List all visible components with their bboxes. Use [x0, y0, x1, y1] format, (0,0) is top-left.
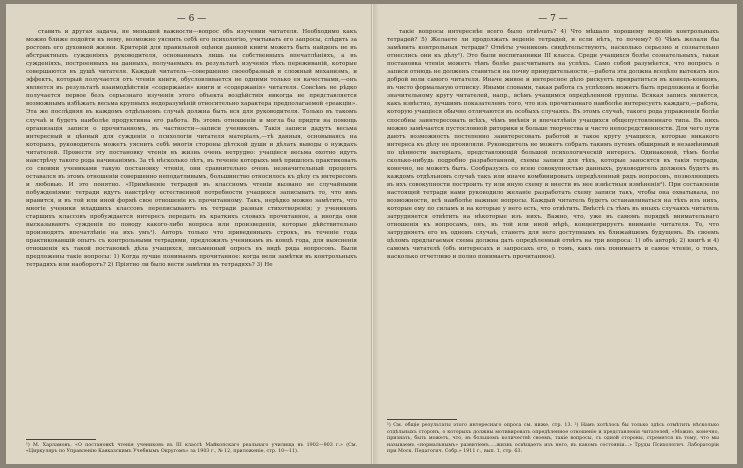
right-page-body: такіе вопросы интереснѣе всего было отвѣчать? 4) Что мѣшало хорошему веденію контрольныхъ тетрадей? 5) Желаете ли продолжать веденіе тетрадей, и если нѣтъ, то почему? 6) Чѣмъ желали бы замѣнить контрольныя тетради? Отвѣты учениковъ свидѣтельствуютъ, насколько серьезно и сознательно отнеслись они къ дѣлу¹). Это были воспитанники III класса. Среди учащихся болѣе сознательныхъ, такая постановка чтенія можетъ тѣмъ болѣе разсчитывать на успѣхъ. Само собой разумѣется, что вопросъ о записи отнюдь не долженъ ставиться на почву принудительности,—работа эта должна всецѣло вытекать изъ доброй воли самого читателя. Иначе живое и интересное дѣло рискуетъ превратиться въ конецъ-концовъ, въ чисто формальную отписку. Иными словами, такая работа съ успѣхомъ можетъ быть предложена и болѣе значительному кругу читателей, напр., всѣмъ учащимся опредѣленной группы. Всякая запись является, какъ извѣстно, лучшимъ показателемъ того, что изъ прочитаннаго наиболѣе интересуетъ каждаго,—работа, которую учащіеся обычно отличаются въ особыхъ случаяхъ. Въ этомъ случаѣ, такого рода упражненія болѣе способны заинтересовать всѣхъ, чѣмъ мнѣнія и впечатлѣнія учащихся общепустовленнаго типа. Въ нихъ можно замѣчается пустословной риторики и больше творчества и чисто непосредственности. Для чего пути даютъ возможность постепенно заинтересовать работой и такое кругу учащихся, которые никакого интереса къ дѣлу не проявляли. Руководитель не можетъ собрать такимъ путемъ обширный и незамѣнимый по цѣнности матеріалъ, представляющій большой психологическій интересъ. Одинаковой, тѣмъ болѣе сколько-нибудь подробно разработанной, схемы записи для тѣхъ, которые заносятся въ такія тетради, конечно, не можетъ быть. Сообразуясь со всею совокупностью данныхъ, руководитель долженъ будетъ въ каждомъ отдѣльномъ случаѣ такъ или иначе комбинировать опредѣленный рядъ вопросовъ, позволяющихъ въ ихъ совокупности построить ту или иную схему и внести въ нее извѣстныя измѣненія²). При составленіи настоящей тетради нами руководило желаніе разработать схему записи такъ, чтобы она охватывала, по возможности, всѣ наиболѣе важные вопросы. Каждый читатель будетъ останавливаться на тѣхъ изъ нихъ, которые ему по силамъ и на которые у него есть, что отвѣтить. Вмѣстѣ съ тѣмъ въ иныхъ случаяхъ читатель затрудняется отвѣтить на нѣкоторые изъ нихъ. Важно, что, уже въ самомъ порядкѣ внимательнаго отношенія къ вопросамъ, онъ, въ той или иной мѣрѣ, концентрируетъ вниманіе читателя. То, что затрудняетъ его въ одномъ случаѣ, станетъ для него доступнымъ въ ближайшемъ будущемъ. Въ своемъ цѣломъ предлагаемая схема должна дать опредѣленный отвѣтъ на три вопроса: 1) объ авторѣ; 2) книгѣ и 4) самомъ читателѣ (объ интересахъ и запросахъ его, о томъ, какъ онъ понимаетъ и самое чтеніе, о томъ, насколько отчетливо и полно понимаетъ прочитанное).	[387, 29, 719, 261]
right-page	[372, 4, 737, 464]
left-page-body: ставить и другая задача, не меньшей важности—вопрос объ изучении читателя. Необходимо какъ можно ближе подойти къ нему, возможно уяснить себѣ его психологію, учитывать его запросы, слѣдить за ростомъ его духовной жизни. Критерій для правильной оцѣнки данной книги можетъ быть найденъ не въ абстрактныхъ сужденіяхъ руководителя, основанныхъ лишь на собственныхъ впечатлѣніяхъ, а въ сужденіяхъ, построенныхъ на данныхъ, получаемыхъ въ результатѣ изученія тѣхъ переживаній, которые совершаются въ душѣ читателя. Каждый читатель—совершенно своеобразный и сложный механизмъ, и эффектъ, который получается отъ чтенія книги, обусловливается не одними только ея качествами,—онъ является въ результатѣ взаимодѣйствія «содержанія» книги и «содержанія» читателя. Совсѣмъ не рѣдко получается первое безъ серьезнаго изученія этого объекта воздѣйствія никогда не представляется возможнымъ избѣжать весьма крупныхъ недоразумѣній относительно характера предполагаемой «реакціи». Эта же послѣдняя въ каждомъ отдѣльномъ случаѣ должна быть вся для руководителя. Только въ такомъ случаѣ и будетъ наиболѣе продуктивна его работа. Въ этомъ отношеніи и могла бы придти на помощь организація записи о прочитанномъ, въ частности—записи учениковъ. Такія записи дадутъ весьма интересный и цѣнный для сужденія о психологіи читателя матеріалъ,—тѣ данныя, основываясь на которыхъ, руководитель можетъ уяснить себѣ многія стороны дѣтской души и дѣлать выводы о нуждахъ читателей. Провести эту постановку чтенія въ жизнь очень нетрудно: учащіеся весьма охотно идутъ навстрѣчу такого рода начинаніямъ. За тѣ нѣсколько лѣтъ, въ теченіе которыхъ мнѣ пришлось практиковать со своими учениками такую постановку чтенія, они сравнительно очень незначительный процентъ оставался въ этомъ отношеніи совершенно неподатливымъ, большинство относилось къ дѣлу съ интересомъ и любовью. И это понятно. «Примѣненіе тетрадей въ классномъ чтеніи вызвано не случайными побужденіями: тетради идутъ навстрѣчу естественной потребности учащихся записывать то, что имъ нравится, и въ той или иной формѣ свое отношеніе къ прочитанному. Такъ, нерѣдко можно замѣтить, что многіе ученики младшихъ классовъ переписываютъ въ тетради разныя стихотворенія; у учениковъ старшихъ классовъ пробуждается интересъ передать въ краткихъ словахъ прочитанное, а иногда они высказываютъ сужденія по поводу какого-либо вопроса или произведенія, которые дѣйствительно производятъ впечатлѣніе на ихъ умъ¹). Авторъ только что приведенныхъ строкъ, въ теченіе года практиковавшій опытъ съ контрольными тетрадями, предложилъ ученикамъ въ концѣ года, для выясненія отношенія къ такой постановкѣ дѣла учащихся, письменный опросъ въ видѣ ряда вопросовъ. Были предложены такіе вопросы: 1) Когда лучше понимаемъ прочитанное: когда вели замѣтки въ контрольныхъ тетрадяхъ или наоборотъ? 2) Пріятно ли было вести замѣтки въ тетрадяхъ? 3) Не	[26, 29, 358, 269]
left-page	[6, 4, 372, 464]
right-footnotes	[387, 415, 719, 456]
book-spread	[6, 4, 737, 464]
footnote-rule	[26, 439, 96, 440]
left-footnotes	[26, 435, 357, 456]
right-page-number: — 7 —	[538, 14, 568, 24]
footnote-rule	[387, 419, 457, 420]
left-footnote: ¹) М. Харламовъ. «О постановкѣ чтенія учениковъ въ III классѣ Майкопскаго реальнаго училища въ 1902—903 г.» (См. «Циркуляръ по Управленію Кавказскимъ Учебнымъ Округомъ» за 1903 г., № 12, приложеніе, стр. 10—11).	[26, 442, 357, 455]
right-footnote: ¹) См. общіе результаты этого интереснаго опроса см. ниже, стр. 13. ²) Намъ хотѣлось бы только здѣсь отмѣтить нѣсколько отдѣльныхъ сторонъ, о которыхъ должны мотивировать опредѣленное отношеніе и представленія читателей, «Можно, конечно, признать, быть можетъ, что, въ большомъ количествѣ своемъ, такіе вопросы, съ одной стороны, стремятся къ тому, что мы называемъ «нормальнымъ» развитіемъ.....жизнь освѣщаетъ изъ него, въ какомъ состояніи...» Труды Психологич. Лабораторіи при Моск. Педагогич. Собр.» 1911 г., вып. 1, стр. 63.	[387, 423, 719, 455]
left-page-number: — 6 —	[176, 14, 207, 24]
gutter-shadow	[373, 4, 379, 464]
